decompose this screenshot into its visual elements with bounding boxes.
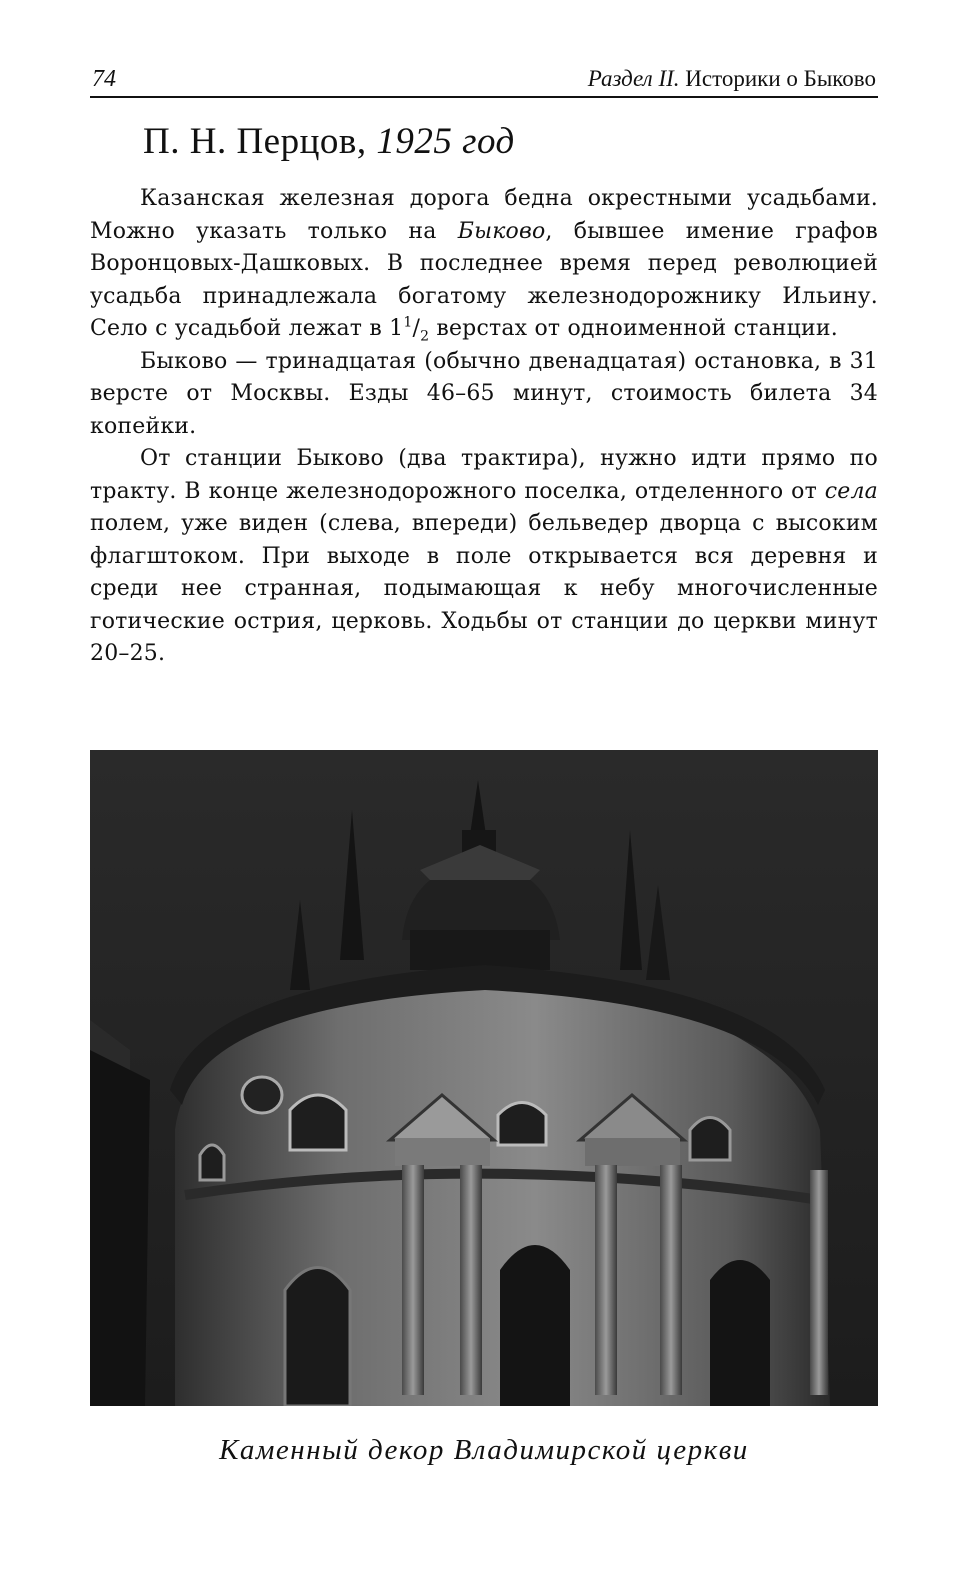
chapter-year: 1925 год [376, 121, 515, 162]
paragraph-3-part-b: полем, уже виден (слева, впереди) бельведер дворца с высоким флагштоком. При выходе в поле открывается вся деревня и среди нее странная, подымающая к небу многочисленные готические острия, церковь. Ходьбы от станции до церкви минут 20–25. [90, 511, 878, 666]
photo-caption: Каменный декор Владимирской церкви [219, 1434, 749, 1466]
paragraph-1-italic: Быково [457, 218, 546, 244]
page-number: 74 [92, 66, 116, 92]
paragraph-2: Быково — тринадцатая (обычно двенадцатая) остановка, в 31 версте от Москвы. Езды 46–65 минут, стоимость билета 34 копейки. [90, 348, 878, 439]
fraction-denominator: 2 [420, 328, 430, 345]
paragraph-3 [90, 443, 878, 671]
section-title [588, 62, 876, 96]
paragraph-3-part-a: От станции Быково (два трактира), нужно идти прямо по тракту. В конце железнодорожного поселка, отделенного от [90, 446, 878, 504]
round-window [242, 1077, 282, 1113]
church-illustration [90, 750, 878, 1406]
section-name: Историки о Быково [685, 66, 876, 91]
fraction-numerator: 1 [403, 314, 413, 331]
left-shadow [90, 1050, 150, 1406]
section-prefix: Раздел II. [587, 66, 680, 91]
chapter-title [143, 118, 515, 166]
paragraph-1-part-c: верстах от одноименной станции. [429, 316, 838, 341]
paragraph-1 [90, 183, 878, 346]
paragraph-3-italic: села [824, 478, 878, 504]
chapter-author: П. Н. Перцов, [143, 121, 367, 162]
paragraph-1-part-b: , бывшее имение графов Воронцовых-Дашковых. В последнее время перед революцией усадьба принадлежала богатому железнодорожнику Ильину. Село с усадьбой лежат в 1 [90, 218, 878, 341]
body-text [90, 183, 878, 671]
church-photo [90, 750, 878, 1406]
running-header [90, 62, 878, 98]
fraction-slash: / [412, 316, 421, 341]
paragraph-1-part-a: Казанская железная дорога бедна окрестными усадьбами. Можно указать только на [90, 186, 878, 244]
